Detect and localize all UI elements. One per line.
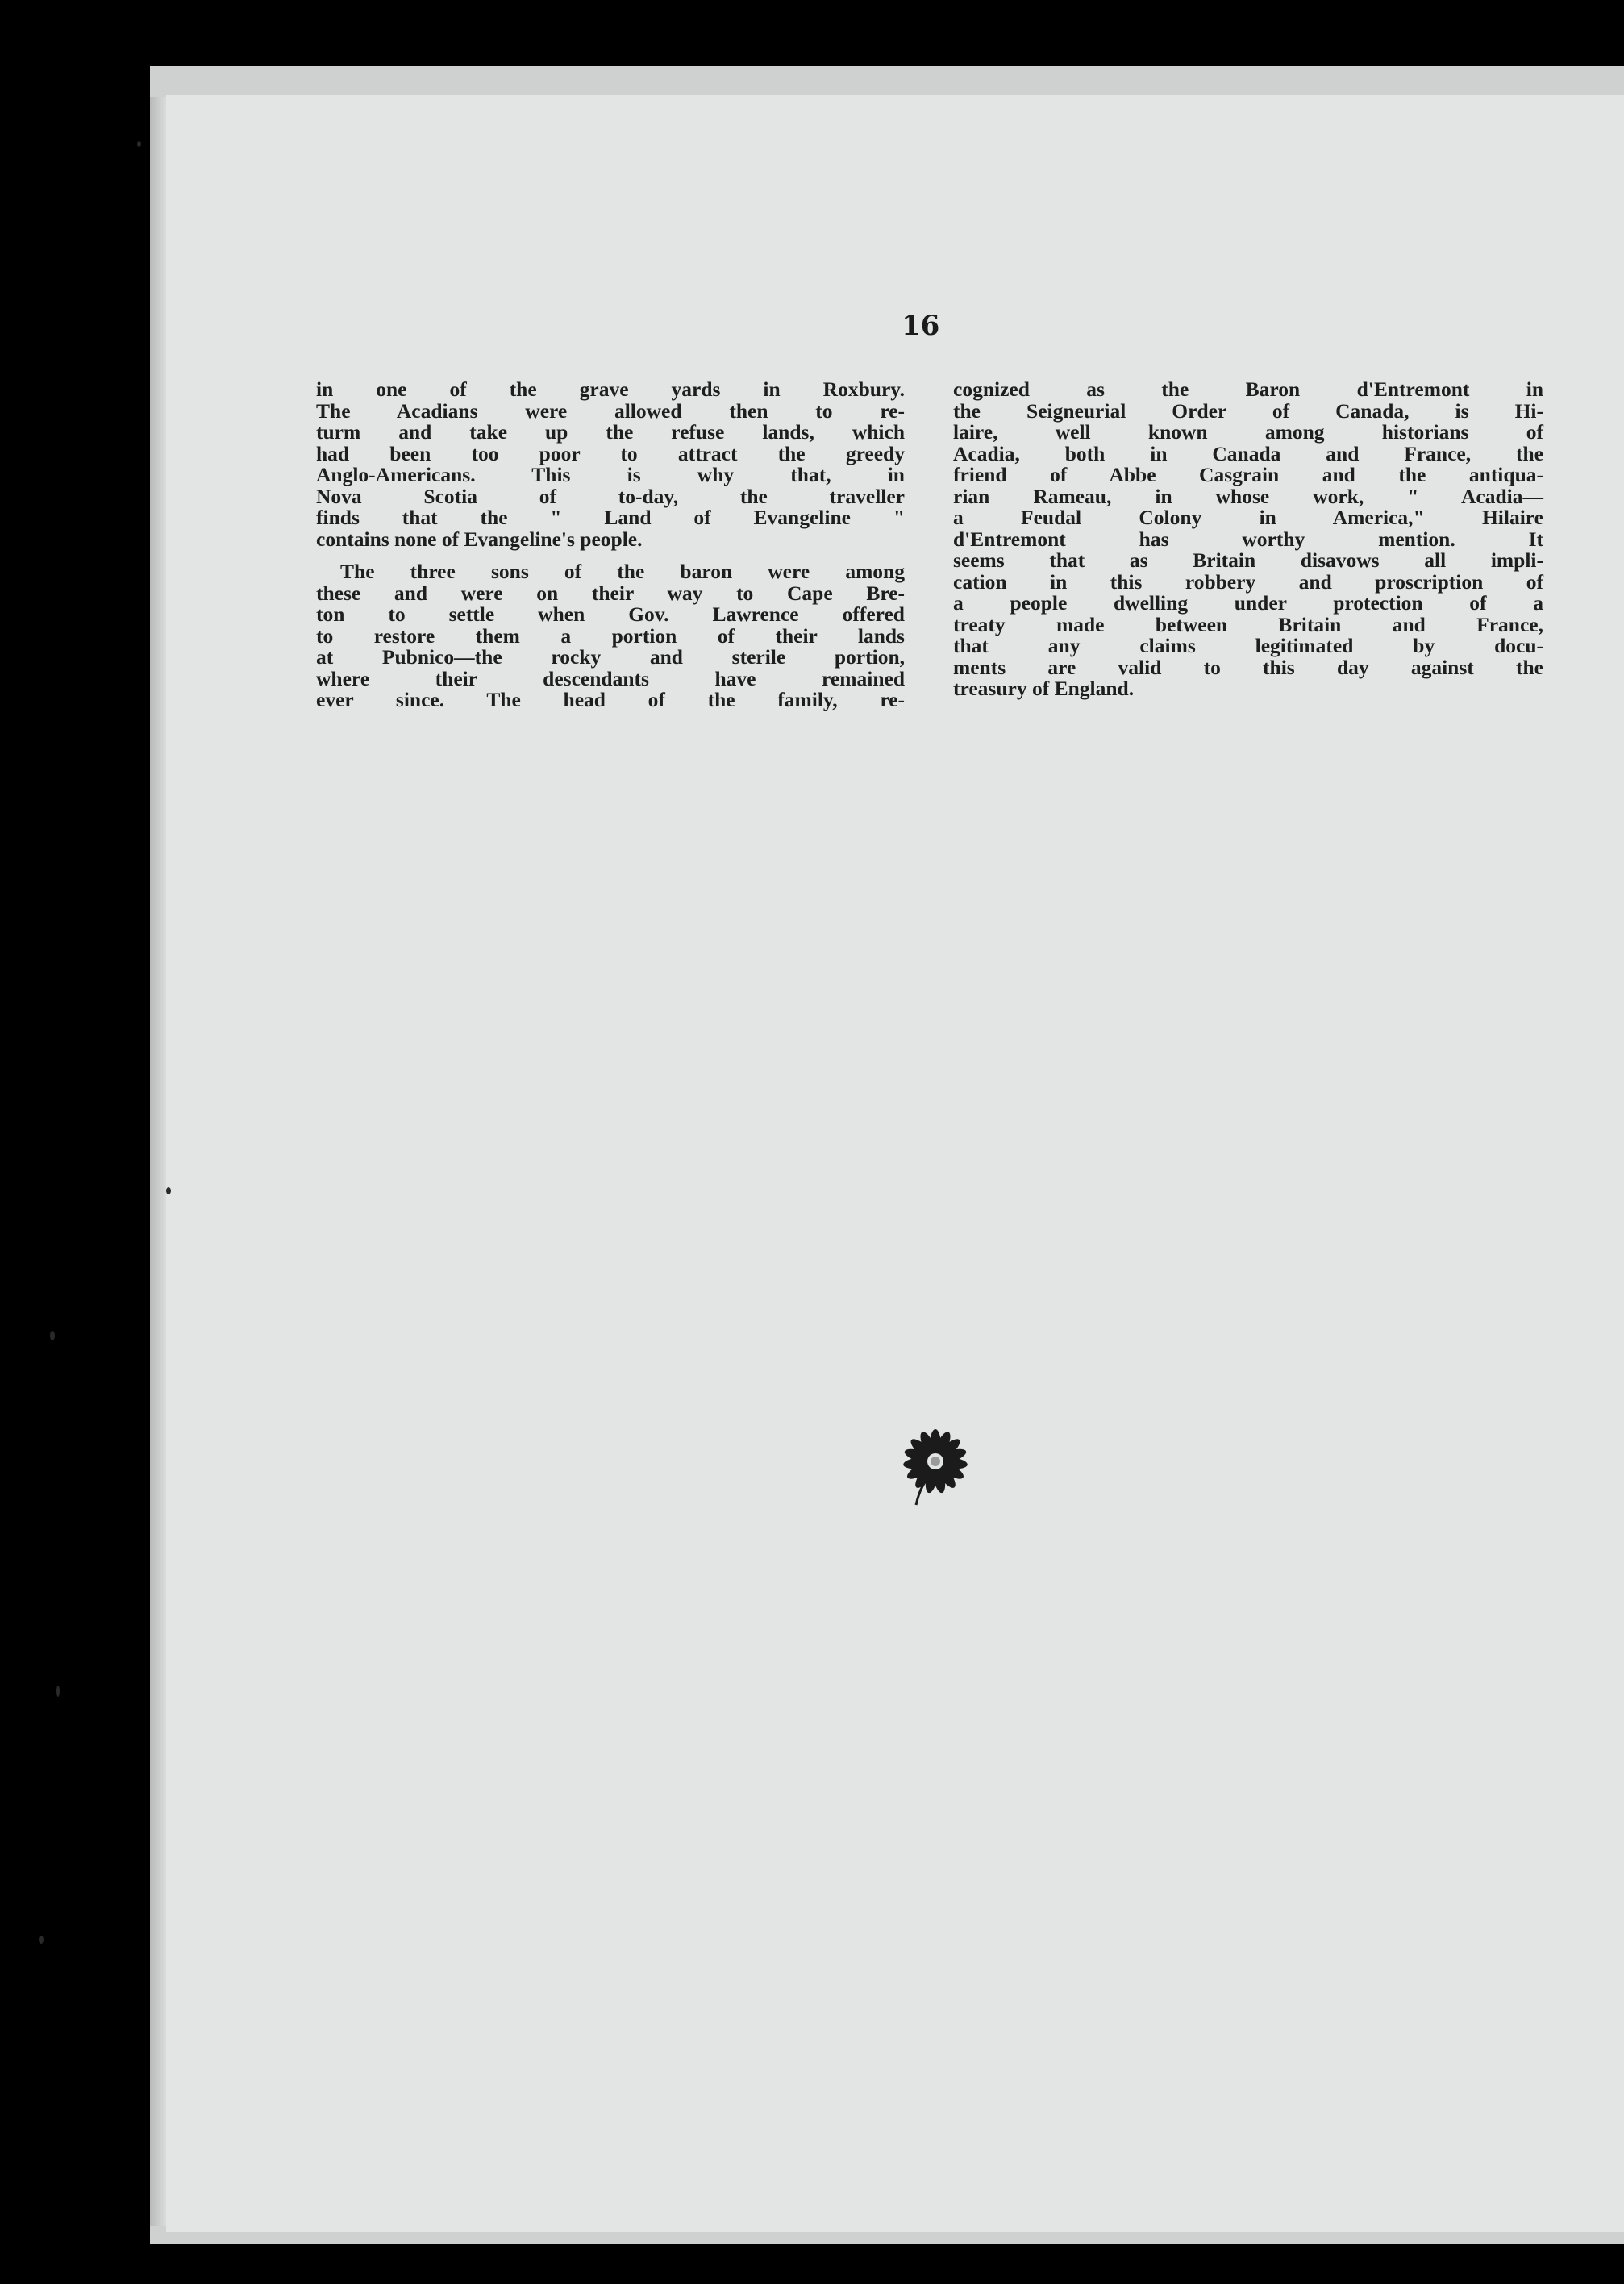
text-line: treaty made between Britain and France, [953, 612, 1543, 636]
text-line: cation in this robbery and proscription of [953, 569, 1543, 594]
text-line: ments are valid to this day against the [953, 655, 1543, 679]
text-line: had been too poor to attract the greedy [316, 441, 905, 465]
text-line: friend of Abbe Casgrain and the antiqua- [953, 463, 1543, 486]
text-line: d'Entremont has worthy mention. It [953, 527, 1543, 551]
scan-speck [50, 1331, 55, 1340]
text-line: cognized as the Baron d'Entremont in [953, 377, 1543, 401]
text-line: rian Rameau, in whose work, " Acadia— [953, 484, 1543, 508]
left-column [316, 379, 905, 711]
text-line: at Pubnico—the rocky and sterile portion, [316, 645, 905, 669]
text-line: in one of the grave yards in Roxbury. [316, 377, 905, 401]
text-line: ton to settle when Gov. Lawrence offered [316, 602, 905, 626]
text-line: The Acadians were allowed then to re- [316, 398, 905, 423]
text-line: finds that the " Land of Evangeline " [316, 506, 905, 529]
text-line: Anglo-Americans. This is why that, in [316, 463, 905, 486]
text-line: to restore them a portion of their lands [316, 623, 905, 648]
text-line: Nova Scotia of to-day, the traveller [316, 484, 905, 508]
daisy-flower-icon [893, 1426, 974, 1507]
scan-speck [166, 1187, 171, 1194]
text-line: the Seigneurial Order of Canada, is Hi- [953, 398, 1543, 423]
text-line: The three sons of the baron were among [340, 560, 905, 583]
paragraph [316, 379, 905, 550]
scan-speck [137, 141, 141, 147]
scan-speck [39, 1936, 44, 1944]
paragraph [316, 561, 905, 711]
page-edge [150, 97, 166, 2226]
text-line: treasury of England. [953, 677, 1135, 700]
text-line: Acadia, both in Canada and France, the [953, 441, 1543, 465]
page-number: 16 [902, 310, 940, 342]
text-line: turm and take up the refuse lands, which [316, 420, 905, 444]
text-line: contains none of Evangeline's people. [316, 527, 643, 551]
text-line: a people dwelling under protection of a [953, 591, 1543, 615]
paragraph [953, 379, 1543, 700]
text-line: a Feudal Colony in America," Hilaire [953, 506, 1543, 529]
text-line: seems that as Britain disavows all impli- [953, 548, 1543, 572]
text-line: these and were on their way to Cape Bre- [316, 581, 905, 605]
text-line: laire, well known among historians of [953, 420, 1543, 444]
text-line: ever since. The head of the family, re- [316, 688, 905, 711]
text-line: that any claims legitimated by docu- [953, 634, 1543, 657]
scan-speck [56, 1686, 60, 1697]
right-column [953, 379, 1543, 700]
text-line: where their descendants have remained [316, 666, 905, 690]
